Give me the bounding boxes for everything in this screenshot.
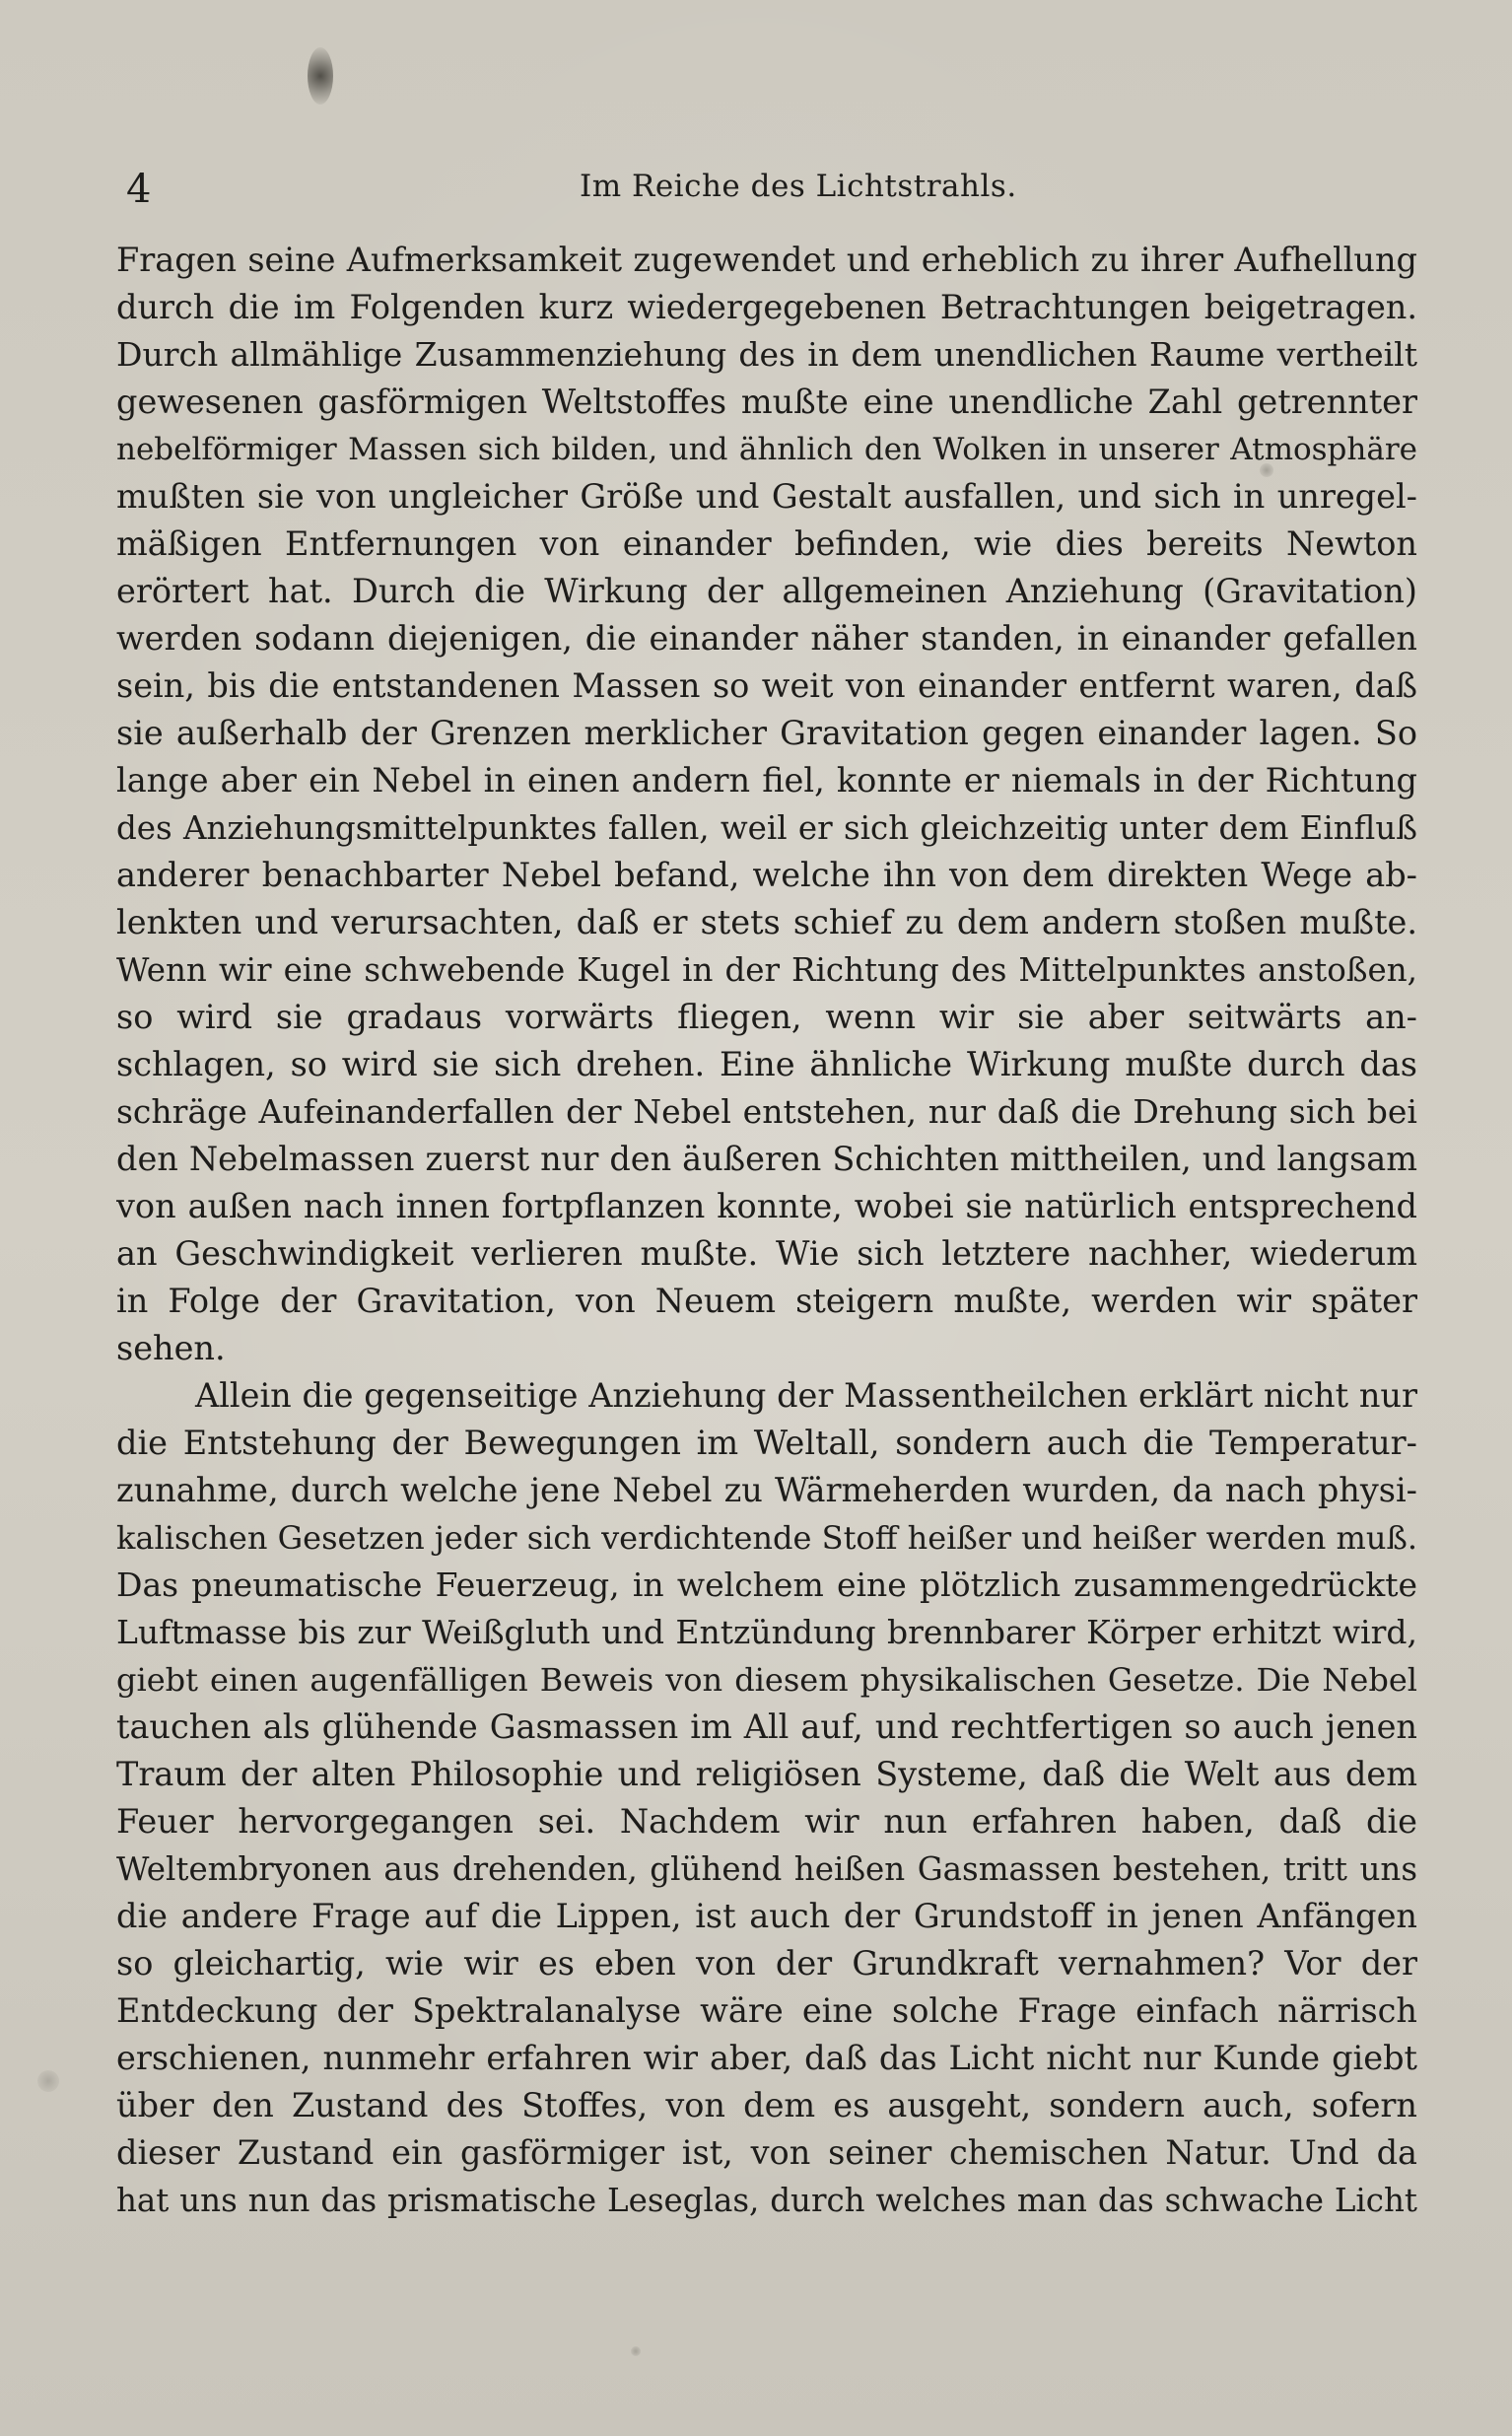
text-line: die andere Frage auf die Lippen, ist auch der Grundstoff in jenen Anfängen [116,1897,1417,1935]
text-line: dieser Zustand ein gasförmiger ist, von seiner chemischen Natur. Und da [116,2133,1417,2172]
text-line: des Anziehungsmittelpunktes fallen, weil er sich gleichzeitig unter dem Einfluß [116,809,1417,847]
text-line: durch die im Folgenden kurz wiedergegebenen Betrachtungen beigetragen. [116,288,1417,326]
text-line: werden sodann diejenigen, die einander näher standen, in einander gefallen [116,619,1417,658]
text-line: Entdeckung der Spektralanalyse wäre eine solche Frage einfach närrisch [116,1991,1417,2030]
text-line: zunahme, durch welche jene Nebel zu Wärmeherden wurden, da nach physi- [116,1471,1417,1509]
text-line: hat uns nun das prismatische Leseglas, durch welches man das schwache Licht [116,2182,1417,2219]
text-line: tauchen als glühende Gasmassen im All auf, und rechtfertigen so auch jenen [116,1707,1417,1746]
body-text [116,237,1417,2224]
text-line: lange aber ein Nebel in einen andern fiel, konnte er niemals in der Richtung [116,761,1417,800]
text-line: schräge Aufeinanderfallen der Nebel entstehen, nur daß die Drehung sich bei [116,1092,1417,1131]
text-line: Wenn wir eine schwebende Kugel in der Richtung des Mittelpunktes anstoßen, [116,951,1417,989]
paper-speck [37,2070,59,2092]
text-line: die Entstehung der Bewegungen im Weltall, sondern auch die Temperatur- [116,1424,1417,1462]
text-line: Weltembryonen aus drehenden, glühend heißen Gasmassen bestehen, tritt uns [116,1850,1417,1888]
running-title: Im Reiche des Lichtstrahls. [580,169,1017,204]
text-line: nebelförmiger Massen sich bilden, und ähnlich den Wolken in unserer Atmosphäre [116,432,1417,467]
text-line: an Geschwindigkeit verlieren mußte. Wie sich letztere nachher, wiederum [116,1234,1417,1273]
text-line: schlagen, so wird sie sich drehen. Eine ähnliche Wirkung mußte durch das [116,1045,1417,1083]
paper-speck [631,2346,641,2356]
text-line: Luftmasse bis zur Weißgluth und Entzündung brennbarer Körper erhitzt wird, [116,1613,1417,1651]
text-line: sie außerhalb der Grenzen merklicher Gravitation gegen einander lagen. So [116,714,1417,752]
text-line: giebt einen augenfälligen Beweis von diesem physikalischen Gesetze. Die Nebel [116,1661,1417,1699]
text-line: gewesenen gasförmigen Weltstoffes mußte eine unendliche Zahl getrennter [116,383,1417,421]
page-number: 4 [126,167,152,212]
running-head [116,158,1417,217]
text-line: Allein die gegenseitige Anziehung der Massentheilchen erklärt nicht nur [195,1376,1417,1415]
text-line: Das pneumatische Feuerzeug, in welchem eine plötzlich zusammengedrückte [116,1566,1417,1604]
text-line: Feuer hervorgegangen sei. Nachdem wir nun erfahren haben, daß die [116,1802,1417,1841]
text-line: sehen. [116,1329,226,1367]
text-line: den Nebelmassen zuerst nur den äußeren Schichten mittheilen, und langsam [116,1140,1417,1178]
ink-blot [308,47,333,104]
text-line: lenkten und verursachten, daß er stets schief zu dem andern stoßen mußte. [116,903,1417,941]
text-line: anderer benachbarter Nebel befand, welche ihn von dem direkten Wege ab- [116,856,1417,894]
text-line: mußten sie von ungleicher Größe und Gestalt ausfallen, und sich in unregel- [116,477,1417,516]
text-line: erschienen, nunmehr erfahren wir aber, daß das Licht nicht nur Kunde giebt [116,2039,1417,2077]
text-line: kalischen Gesetzen jeder sich verdichtende Stoff heißer und heißer werden muß. [116,1519,1417,1557]
text-line: sein, bis die entstandenen Massen so weit von einander entfernt waren, daß [116,666,1417,705]
text-line: Fragen seine Aufmerksamkeit zugewendet und erheblich zu ihrer Aufhellung [116,241,1417,279]
text-line: so gleichartig, wie wir es eben von der Grundkraft vernahmen? Vor der [116,1944,1417,1983]
text-line: so wird sie gradaus vorwärts fliegen, wenn wir sie aber seitwärts an- [116,998,1417,1036]
text-line: Durch allmählige Zusammenziehung des in dem unendlichen Raume vertheilt [116,335,1417,374]
text-line: erörtert hat. Durch die Wirkung der allgemeinen Anziehung (Gravitation) [116,572,1417,610]
text-line: mäßigen Entfernungen von einander befinden, wie dies bereits Newton [116,524,1417,563]
text-line: in Folge der Gravitation, von Neuem steigern mußte, werden wir später [116,1282,1417,1320]
text-line: über den Zustand des Stoffes, von dem es ausgeht, sondern auch, sofern [116,2086,1417,2124]
text-line: Traum der alten Philosophie und religiösen Systeme, daß die Welt aus dem [116,1755,1417,1793]
text-line: von außen nach innen fortpflanzen konnte, wobei sie natürlich entsprechend [116,1187,1417,1225]
